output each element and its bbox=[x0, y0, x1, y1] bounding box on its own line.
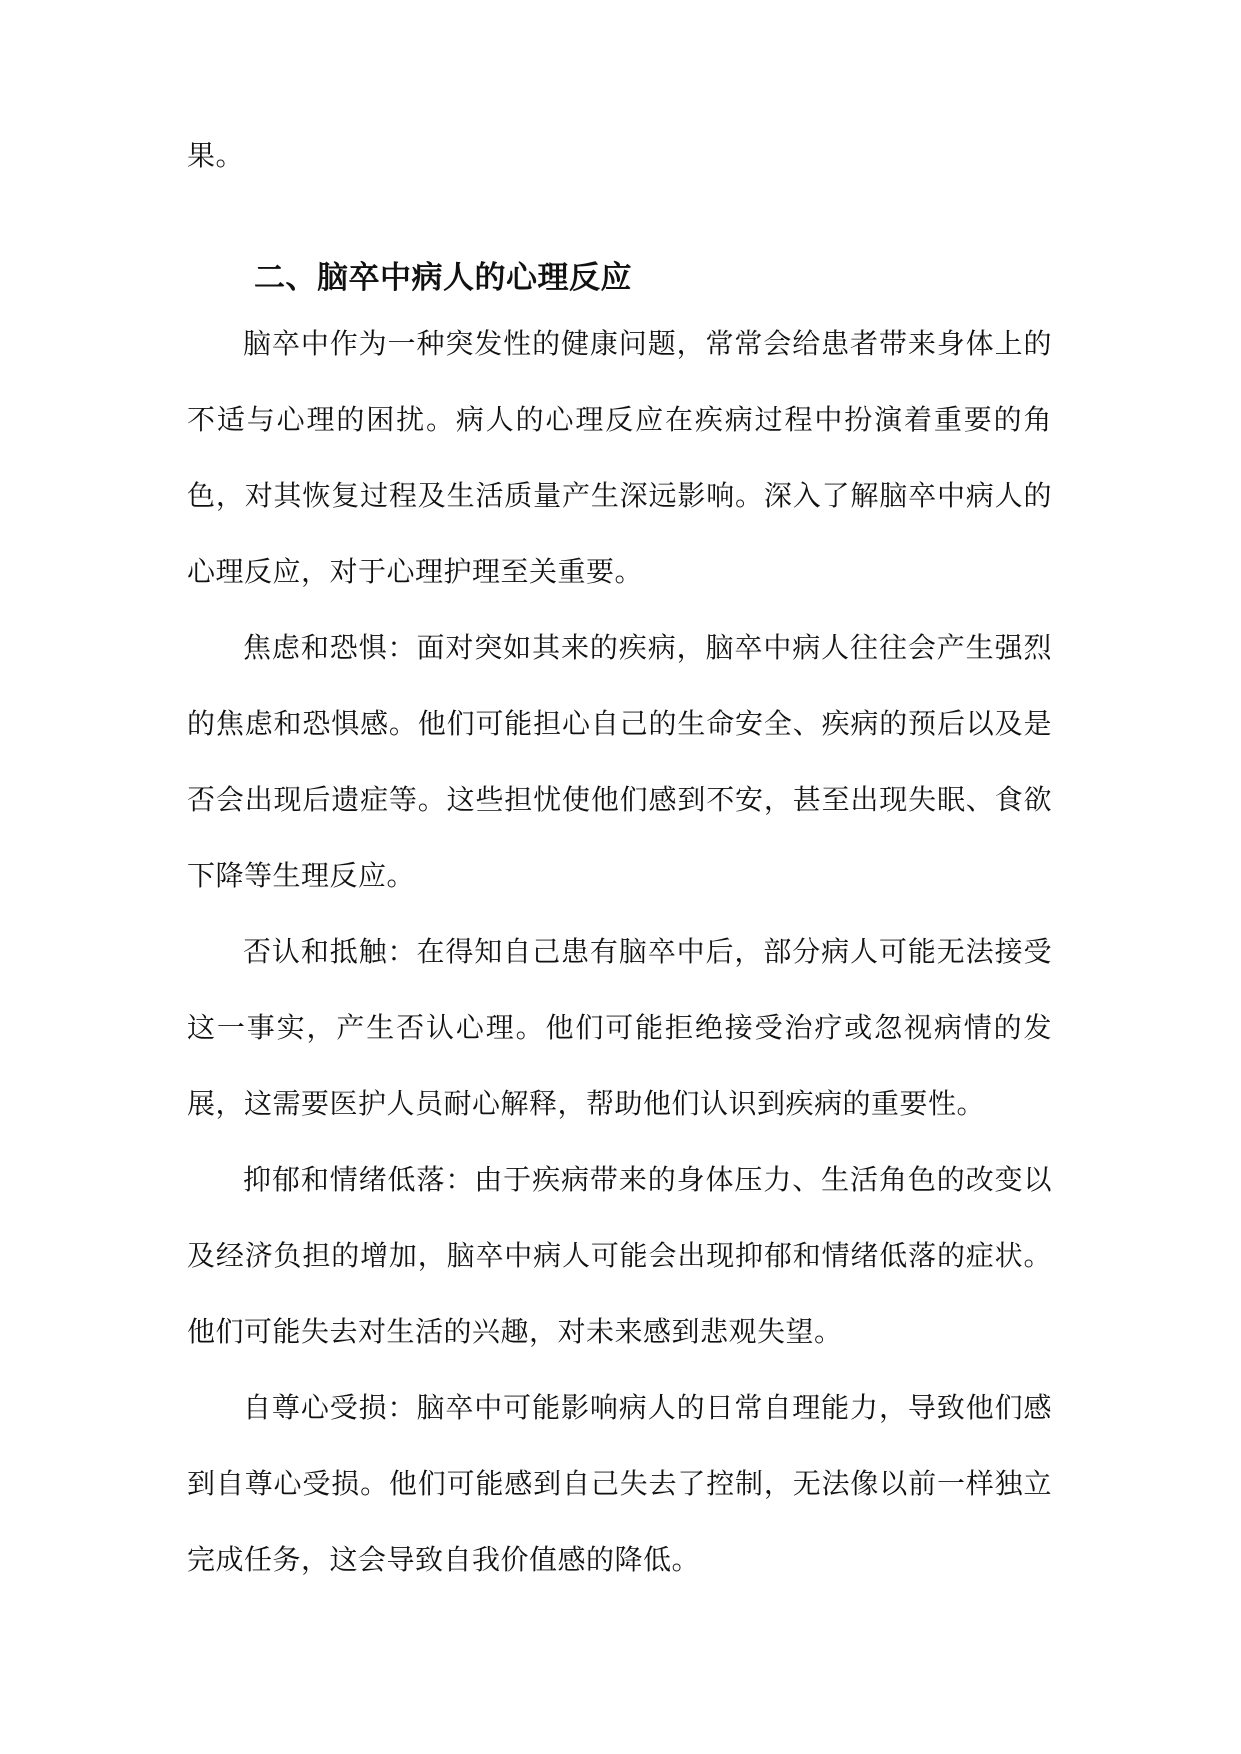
paragraph-denial-resistance: 否认和抵触：在得知自己患有脑卒中后，部分病人可能无法接受这一事实，产生否认心理。他们可能拒绝接受治疗或忽视病情的发展，这需要医护人员耐心解释，帮助他们认识到疾病的重要性。 bbox=[187, 935, 1052, 1120]
continuation-text bbox=[187, 118, 1052, 194]
continuation-line: 果。 bbox=[187, 139, 245, 172]
paragraph-self-esteem: 自尊心受损：脑卒中可能影响病人的日常自理能力，导致他们感到自尊心受损。他们可能感到自己失去了控制，无法像以前一样独立完成任务，这会导致自我价值感的降低。 bbox=[187, 1391, 1052, 1576]
paragraph-intro: 脑卒中作为一种突发性的健康问题，常常会给患者带来身体上的不适与心理的困扰。病人的心理反应在疾病过程中扮演着重要的角色，对其恢复过程及生活质量产生深远影响。深入了解脑卒中病人的心理反应，对于心理护理至关重要。 bbox=[187, 327, 1052, 588]
paragraph-anxiety-fear: 焦虑和恐惧：面对突如其来的疾病，脑卒中病人往往会产生强烈的焦虑和恐惧感。他们可能担心自己的生命安全、疾病的预后以及是否会出现后遗症等。这些担忧使他们感到不安，甚至出现失眠、食欲下降等生理反应。 bbox=[187, 631, 1052, 892]
body-text bbox=[187, 306, 1052, 1598]
paragraph-depression: 抑郁和情绪低落：由于疾病带来的身体压力、生活角色的改变以及经济负担的增加，脑卒中病人可能会出现抑郁和情绪低落的症状。他们可能失去对生活的兴趣，对未来感到悲观失望。 bbox=[187, 1163, 1052, 1348]
section-heading: 二、脑卒中病人的心理反应 bbox=[254, 260, 632, 296]
